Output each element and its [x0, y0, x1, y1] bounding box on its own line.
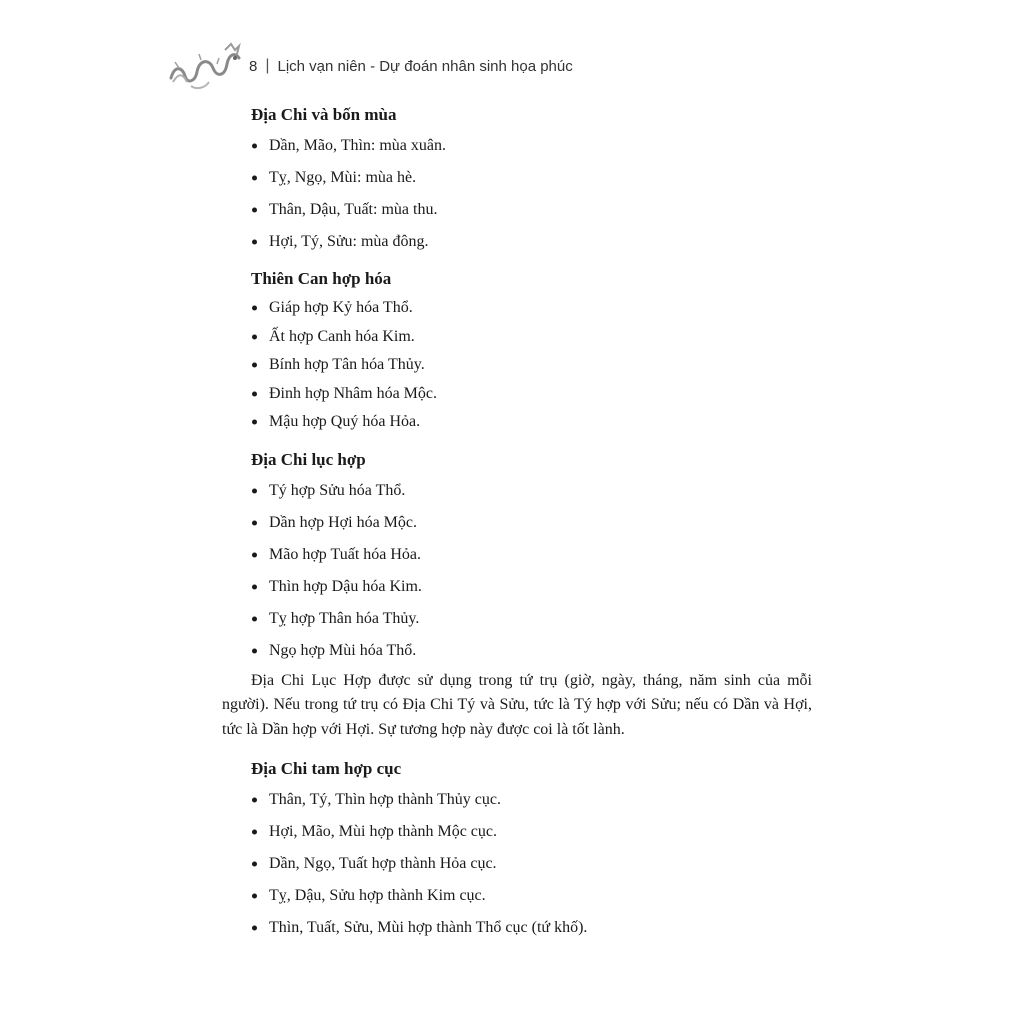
list-item: Đinh hợp Nhâm hóa Mộc. [222, 380, 812, 409]
list-item: Thìn, Tuất, Sửu, Mùi hợp thành Thổ cục (tứ khố). [222, 912, 812, 944]
list-item: Giáp hợp Kỷ hóa Thổ. [222, 294, 812, 323]
dragon-icon [165, 38, 243, 94]
list-item: Hợi, Mão, Mùi hợp thành Mộc cục. [222, 816, 812, 848]
list-item: Tỵ, Dậu, Sửu hợp thành Kim cục. [222, 880, 812, 912]
luc-hop-list [222, 475, 812, 667]
list-item: Ngọ hợp Mùi hóa Thổ. [222, 635, 812, 667]
list-item: Hợi, Tý, Sửu: mùa đông. [222, 226, 812, 258]
list-item: Thìn hợp Dậu hóa Kim. [222, 571, 812, 603]
section-heading-thien-can: Thiên Can hợp hóa [251, 269, 392, 288]
list-item: Bính hợp Tân hóa Thủy. [222, 351, 812, 380]
running-title: Lịch vạn niên - Dự đoán nhân sinh họa phúc [277, 57, 573, 75]
page-number: 8 [249, 57, 258, 75]
list-item: Thân, Tý, Thìn hợp thành Thủy cục. [222, 784, 812, 816]
list-item: Tỵ hợp Thân hóa Thủy. [222, 603, 812, 635]
section-heading-luc-hop: Địa Chi lục hợp [251, 449, 366, 469]
header-separator: | [265, 57, 270, 74]
section-heading-seasons: Địa Chi và bốn mùa [251, 105, 397, 124]
luc-hop-paragraph: Địa Chi Lục Hợp được sử dụng trong tứ trụ (giờ, ngày, tháng, năm sinh của mỗi người). Nếu trong tứ trụ có Địa Chi Tý và Sửu, tức là Tý hợp với Sửu; nếu có Dần và Hợi, tức là Dần hợp với Hợi. Sự tương hợp này được coi là tốt lành. [222, 671, 812, 738]
list-item: Ất hợp Canh hóa Kim. [222, 323, 812, 352]
list-item: Tý hợp Sửu hóa Thổ. [222, 475, 812, 507]
list-item: Mão hợp Tuất hóa Hỏa. [222, 539, 812, 571]
page-header [165, 38, 573, 94]
page-content [222, 100, 812, 944]
section-heading-tam-hop: Địa Chi tam hợp cục [251, 759, 402, 778]
list-item: Dần, Mão, Thìn: mùa xuân. [222, 130, 812, 162]
tam-hop-list [222, 784, 812, 944]
thien-can-list [222, 294, 812, 437]
seasons-list [222, 130, 812, 258]
list-item: Dần, Ngọ, Tuất hợp thành Hỏa cục. [222, 848, 812, 880]
list-item: Dần hợp Hợi hóa Mộc. [222, 507, 812, 539]
list-item: Mậu hợp Quý hóa Hỏa. [222, 408, 812, 437]
list-item: Thân, Dậu, Tuất: mùa thu. [222, 194, 812, 226]
list-item: Tỵ, Ngọ, Mùi: mùa hè. [222, 162, 812, 194]
